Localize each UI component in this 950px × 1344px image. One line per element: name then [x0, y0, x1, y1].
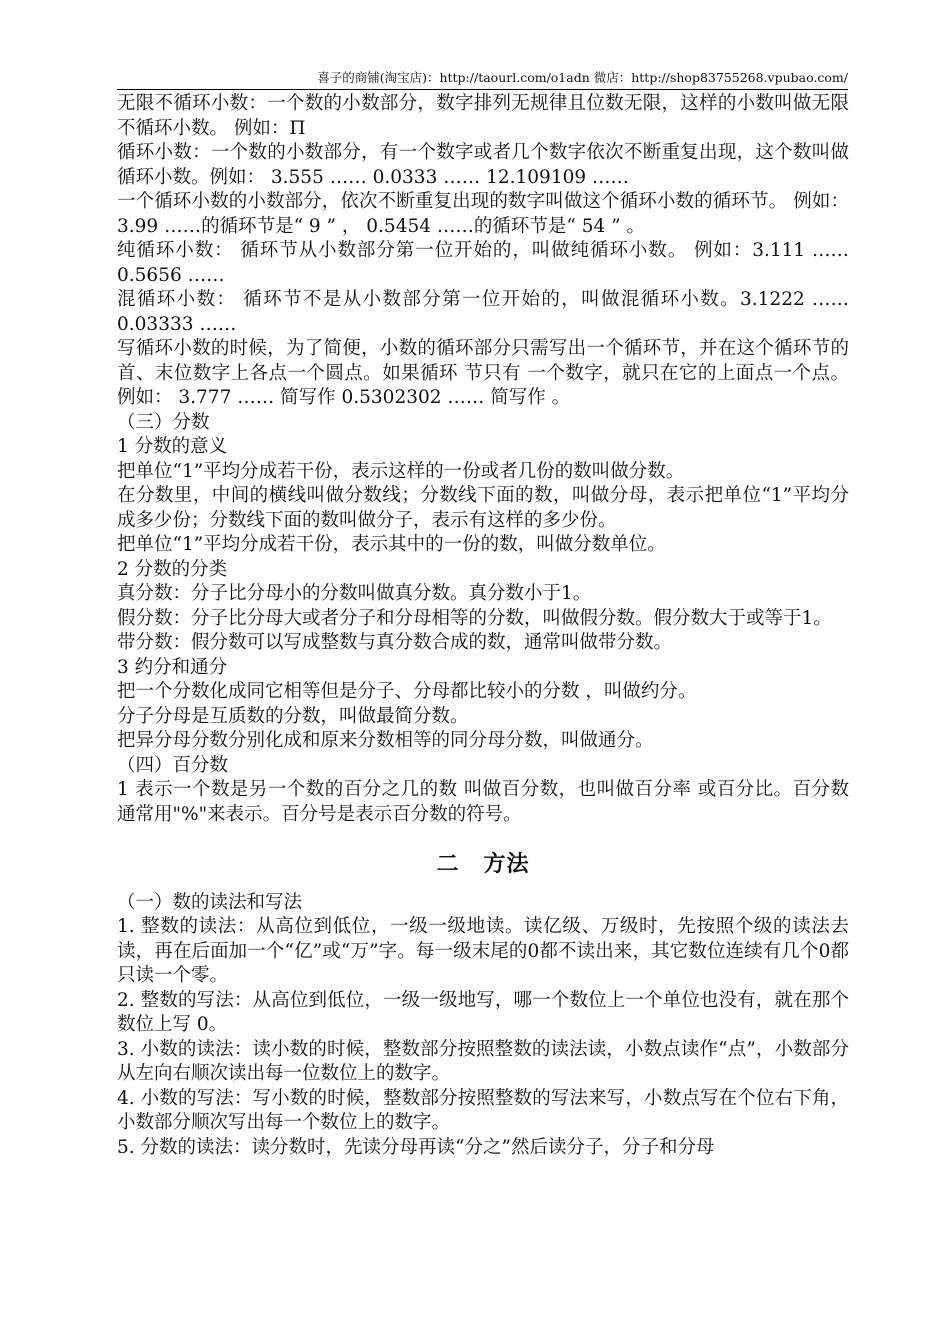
- topic-heading: 2 分数的分类: [117, 558, 228, 580]
- paragraph: 4. 小数的写法：写小数的时候，整数部分按照整数的写法来写，小数点写在个位右下角，小数部分顺次写出每一个数位上的数字。: [117, 1087, 849, 1133]
- paragraph: 分子分母是互质数的分数，叫做最简分数。: [117, 705, 469, 727]
- paragraph: 把单位“1”平均分成若干份，表示其中的一份的数，叫做分数单位。: [117, 534, 666, 555]
- subsection-heading: （四）百分数: [117, 754, 229, 776]
- paragraph: 在分数里，中间的横线叫做分数线；分数线下面的数，叫做分母，表示把单位“1”平均分成多少份；分数线下面的数叫做分子，表示有这样的多少份。: [117, 485, 849, 531]
- paragraph: 真分数：分子比分母小的分数叫做真分数。真分数小于1。: [117, 583, 592, 604]
- paragraph: 把单位“1”平均分成若干份，表示这样的一份或者几份的数叫做分数。: [117, 460, 685, 482]
- paragraph: 假分数：分子比分母大或者分子和分母相等的分数，叫做假分数。假分数大于或等于1。: [117, 607, 832, 629]
- paragraph: 5. 分数的读法：读分数时，先读分母再读“分之”然后读分子，分子和分母: [117, 1136, 715, 1158]
- topic-heading: 3 约分和通分: [117, 656, 228, 678]
- paragraph: 把异分母分数分别化成和原来分数相等的同分母分数，叫做通分。: [117, 730, 654, 751]
- page-header: 喜子的商铺(淘宝店)：http://taourl.com/o1adn 微店：http://shop83755268.vpubao.com/: [117, 68, 848, 90]
- paragraph: 无限不循环小数：一个数的小数部分，数字排列无规律且位数无限，这样的小数叫做无限不循环小数。 例如：Π: [117, 93, 849, 139]
- paragraph: 2. 整数的写法：从高位到低位，一级一级地写，哪一个数位上一个单位也没有，就在那个数位上写 0。: [117, 989, 849, 1035]
- paragraph: 混循环小数： 循环节不是从小数部分第一位开始的，叫做混循环小数。3.1222 …… 0.03333 ……: [117, 289, 849, 335]
- subsection-heading: （一）数的读法和写法: [117, 891, 303, 913]
- topic-heading: 1 分数的意义: [117, 436, 228, 457]
- section-number: 二: [436, 851, 460, 877]
- paragraph: 把一个分数化成同它相等但是分子、分母都比较小的分数 ，叫做约分。: [117, 681, 697, 702]
- paragraph: 1. 整数的读法：从高位到低位，一级一级地读。读亿级、万级时，先按照个级的读法去读，再在后面加一个“亿”或“万”字。每一级末尾的0都不读出来，其它数位连续有几个0都只读一个零。: [117, 916, 849, 986]
- paragraph: 纯循环小数： 循环节从小数部分第一位开始的，叫做纯循环小数。 例如：3.111 …… 0.5656 ……: [117, 240, 849, 286]
- document-body: [117, 92, 849, 1160]
- paragraph: 3. 小数的读法：读小数的时候，整数部分按照整数的读法读，小数点读作“点”，小数部分从左向右顺次读出每一位数位上的数字。: [117, 1038, 849, 1084]
- paragraph: 写循环小数的时候，为了简便，小数的循环部分只需写出一个循环节，并在这个循环节的首、末位数字上各点一个圆点。如果循环 节只有 一个数字，就只在它的上面点一个点。例如： 3.777 …… 简写作 0.5302302 …… 简写作 。: [117, 338, 849, 408]
- section-title-text: 方法: [483, 851, 530, 877]
- subsection-heading: （三）分数: [117, 411, 210, 433]
- paragraph: 1 表示一个数是另一个数的百分之几的数 叫做百分数，也叫做百分率 或百分比。百分数通常用"%"来表示。百分号是表示百分数的符号。: [117, 779, 849, 825]
- paragraph: 循环小数：一个数的小数部分，有一个数字或者几个数字依次不断重复出现，这个数叫做循环小数。例如： 3.555 …… 0.0333 …… 12.109109 ……: [117, 142, 849, 188]
- section-title: [117, 852, 849, 877]
- paragraph: 带分数：假分数可以写成整数与真分数合成的数，通常叫做带分数。: [117, 632, 673, 653]
- paragraph: 一个循环小数的小数部分，依次不断重复出现的数字叫做这个循环小数的循环节。 例如： 3.99 ……的循环节是“ 9 ” ， 0.5454 ……的循环节是“ 54 ” 。: [117, 191, 849, 237]
